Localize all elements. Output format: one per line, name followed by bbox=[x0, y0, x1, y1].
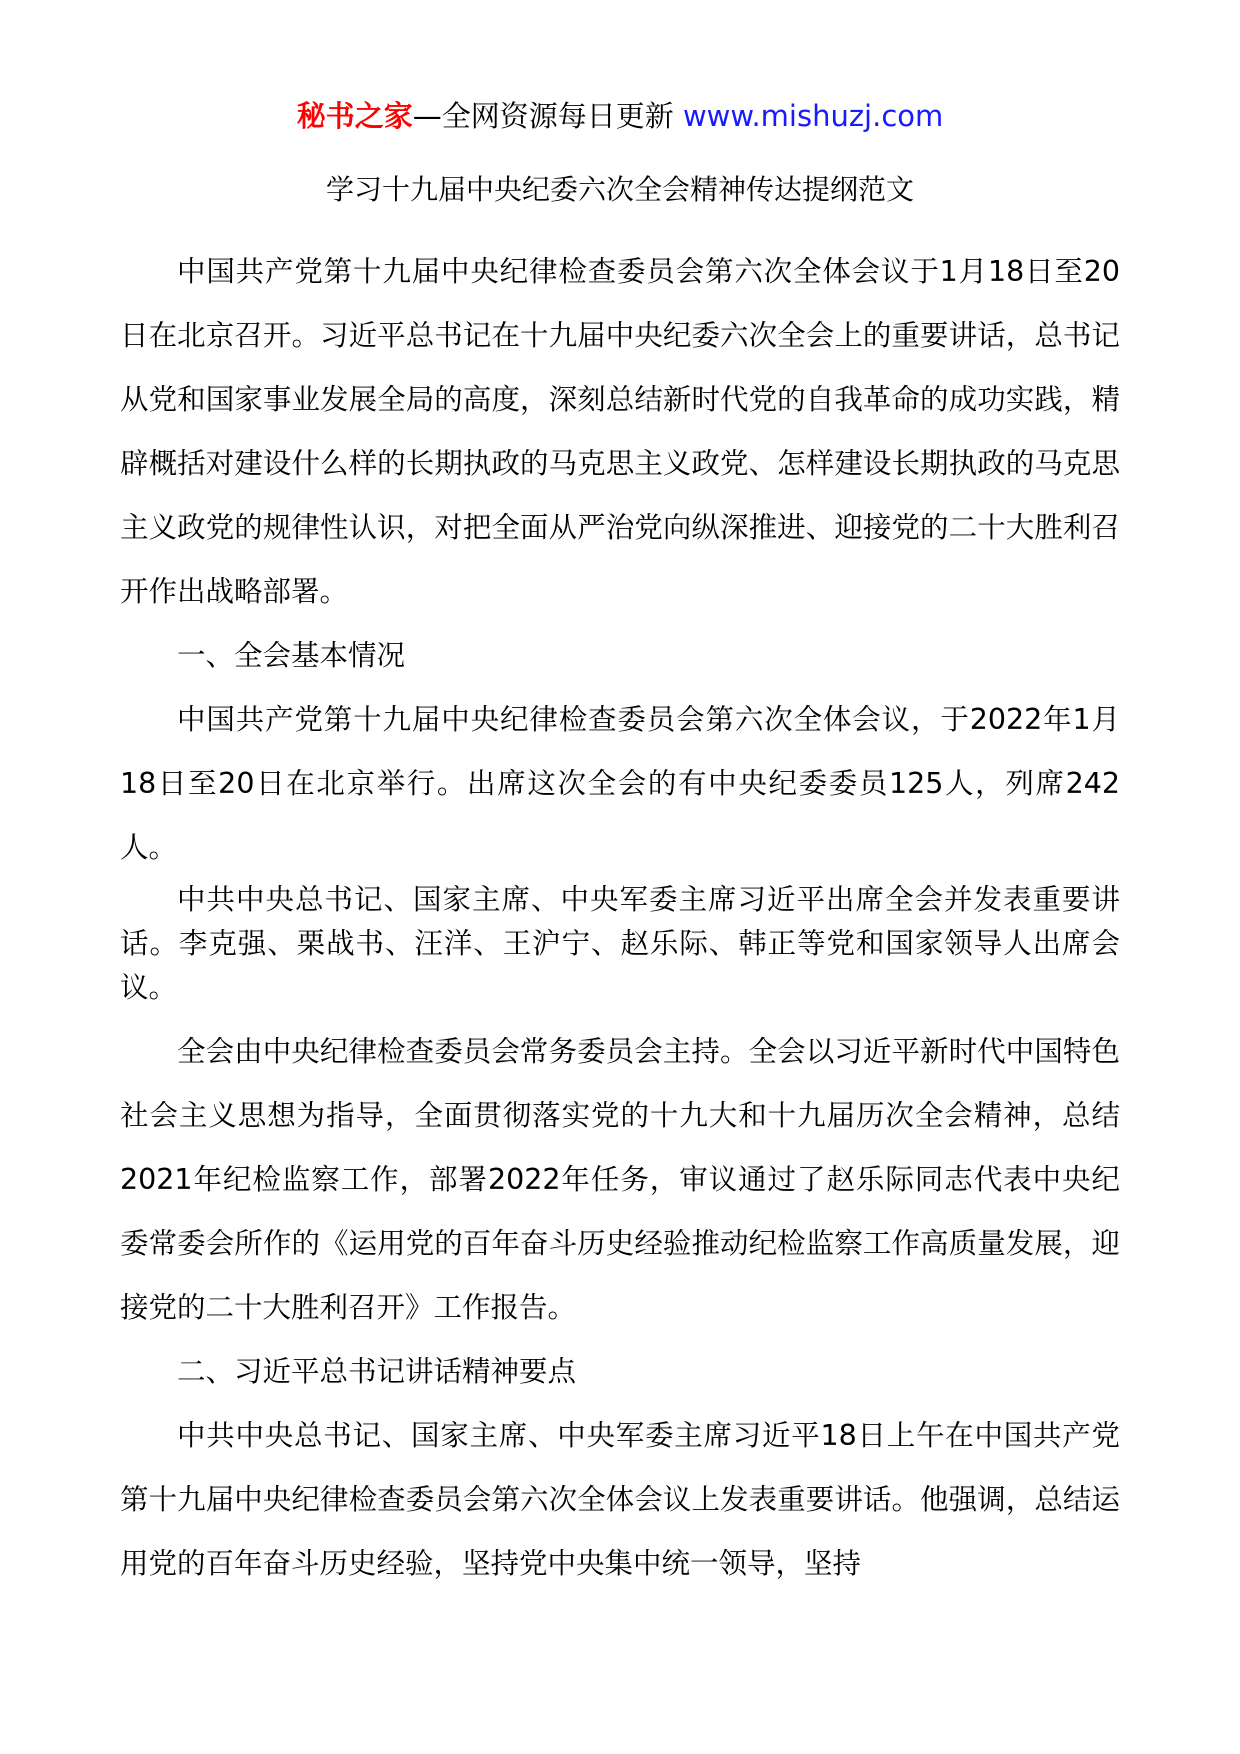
brand-name: 秘书之家 bbox=[296, 99, 413, 133]
document-body bbox=[120, 240, 1120, 1596]
intro-paragraph: 中国共产党第十九届中央纪律检查委员会第六次全体会议于1月18日至20日在北京召开。习近平总书记在十九届中央纪委六次全会上的重要讲话，总书记从党和国家事业发展全局的高度，深刻总结新时代党的自我革命的成功实践，精辟概括对建设什么样的长期执政的马克思主义政党、怎样建设长期执政的马克思主义政党的规律性认识，对把全面从严治党向纵深推进、迎接党的二十大胜利召开作出战略部署。 bbox=[120, 255, 1120, 608]
site-tagline: —全网资源每日更新 bbox=[412, 99, 683, 133]
section1-paragraph-3: 全会由中央纪律检查委员会常务委员会主持。全会以习近平新时代中国特色社会主义思想为指导，全面贯彻落实党的十九大和十九届历次全会精神，总结2021年纪检监察工作，部署2022年任务，审议通过了赵乐际同志代表中央纪委常委会所作的《运用党的百年奋斗历史经验推动纪检监察工作高质量发展，迎接党的二十大胜利召开》工作报告。 bbox=[120, 1035, 1120, 1324]
section2-paragraph-1: 中共中央总书记、国家主席、中央军委主席习近平18日上午在中国共产党第十九届中央纪律检查委员会第六次全体会议上发表重要讲话。他强调，总结运用党的百年奋斗历史经验，坚持党中央集中统一领导，坚持 bbox=[120, 1419, 1120, 1580]
section1-paragraph-2: 中共中央总书记、国家主席、中央军委主席习近平出席全会并发表重要讲话。李克强、栗战书、汪洋、王沪宁、赵乐际、韩正等党和国家领导人出席会议。 bbox=[120, 883, 1120, 1004]
site-url-link[interactable]: www.mishuzj.com bbox=[682, 99, 944, 133]
document-title: 学习十九届中央纪委六次全会精神传达提纲范文 bbox=[325, 173, 914, 206]
site-header bbox=[0, 96, 1240, 136]
section-heading-2: 二、习近平总书记讲话精神要点 bbox=[177, 1355, 577, 1388]
section-heading-1: 一、全会基本情况 bbox=[177, 639, 406, 672]
section1-paragraph-1: 中国共产党第十九届中央纪律检查委员会第六次全体会议，于2022年1月18日至20日在北京举行。出席这次全会的有中央纪委委员125人，列席242人。 bbox=[120, 703, 1120, 864]
